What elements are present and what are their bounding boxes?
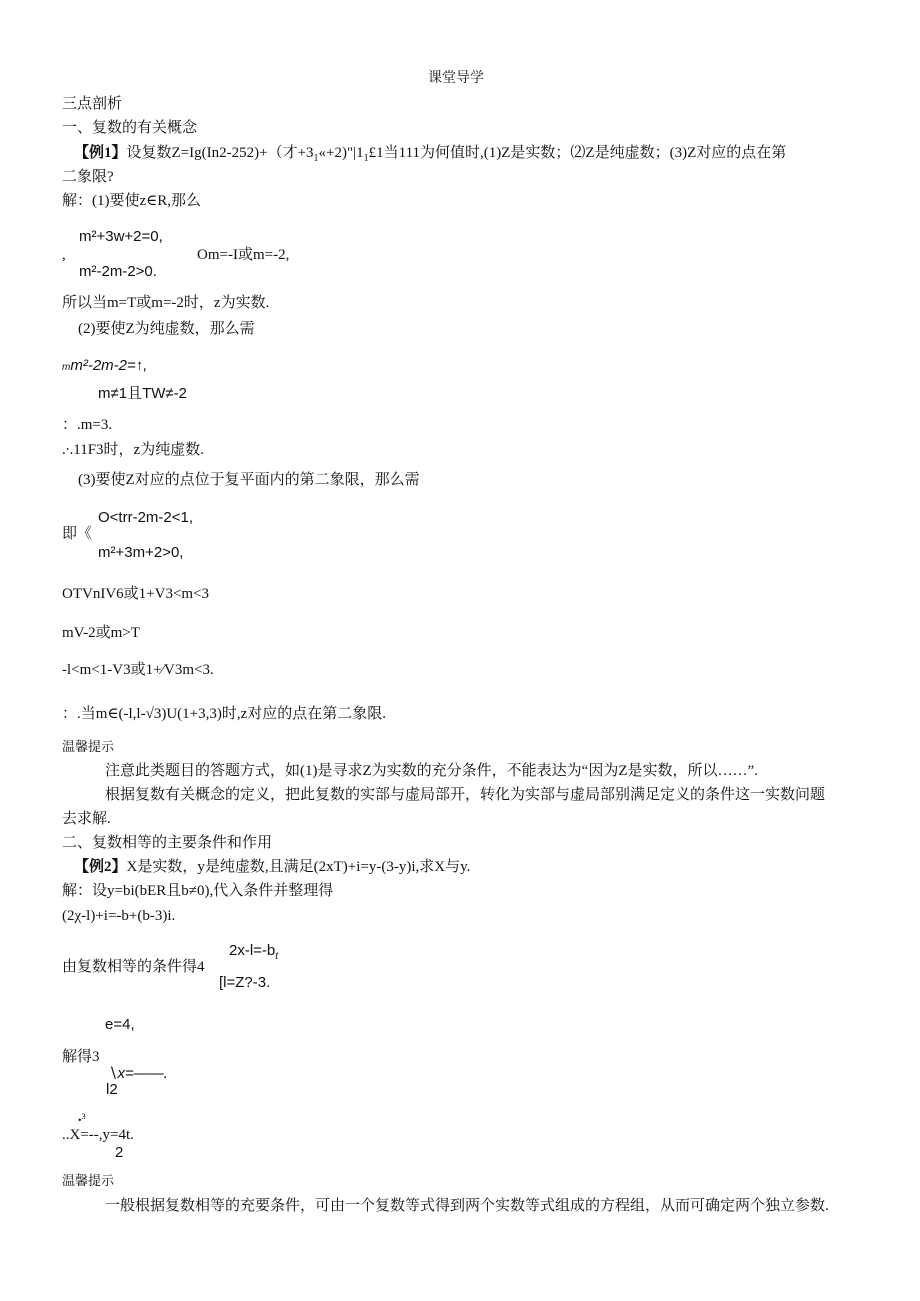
tip-1-heading: 温馨提示	[62, 739, 115, 754]
solution-2-intro: 解：设y=bi(bER且b≠0),代入条件并整理得	[62, 883, 334, 899]
x-denominator: l2	[106, 1081, 118, 1098]
tip-2-text-b: 去求解.	[62, 811, 111, 827]
equation-2a-text: m²-2m-2=↑,	[70, 357, 148, 374]
example-1-text-c: £1当111为何值时,(1)Z是实数；⑵Z是纯虚数；(3)Z对应的点在第	[368, 145, 787, 161]
section-1-heading: 一、复数的有关概念	[62, 120, 198, 136]
tip-2-text-a: 根据复数有关概念的定义，把此复数的实部与虚局部开，转化为实部与虚局部别满足定义的条件这一实数问题	[105, 787, 826, 803]
system-top	[229, 943, 278, 962]
example-1-text-b: «+2)"|1	[318, 145, 364, 161]
answer-line: ..X=--,y=4t.	[62, 1127, 134, 1143]
answer-dot-glyph: •	[78, 1115, 82, 1127]
equation-3-ji: 即《	[62, 526, 93, 542]
equation-3b: m²+3m+2>0,	[98, 544, 184, 561]
example-1-text-a: 设复数Z=Ig(In2-252)+（才+3	[126, 145, 314, 161]
system-label: 由复数相等的条件得4	[62, 959, 205, 975]
result-2: ：.m=3.	[62, 417, 113, 433]
equation-3d: mV-2或m>T	[62, 625, 140, 641]
conclusion-1: 所以当m=T或m=-2时，z为实数.	[62, 295, 270, 311]
tip-2-heading: 温馨提示	[62, 1173, 115, 1188]
equation-3e: -l<m<1-V3或1+∕V3m<3.	[62, 662, 214, 678]
answer-denominator: 2	[115, 1144, 124, 1161]
e-value: e=4,	[105, 1016, 135, 1033]
example-1-line-1	[74, 146, 786, 164]
example-1-sub-a: 1	[313, 153, 319, 164]
solution-2-eq1: (2χ-l)+i=-b+(b-3)i.	[62, 908, 176, 924]
example-1-sub-b: 1	[363, 153, 369, 164]
answer-superscript: 3	[81, 1112, 86, 1121]
equation-2a	[62, 358, 147, 373]
equation-2b: m≠1且TW≠-2	[98, 385, 187, 402]
conclusion-3: ：.当m∈(-l,l-√3)U(1+3,3)时,z对应的点在第二象限.	[62, 706, 387, 722]
system-top-sub: t	[275, 951, 279, 962]
x-equation: ∖x=——.	[108, 1065, 168, 1082]
tip-1-text: 注意此类题目的答题方式，如(1)是寻求Z为实数的充分条件，不能表达为“因为Z是实数，所以……”.	[105, 763, 758, 779]
section-title: 三点剖析	[62, 96, 123, 112]
part-2-intro: (2)要使Z为纯虚数，那么需	[78, 321, 255, 337]
tip-2-text: 一般根据复数相等的充要条件，可由一个复数等式得到两个实数等式组成的方程组，从而可确定两个独立参数.	[105, 1198, 829, 1214]
equation-3a: O<trr-2m-2<1,	[98, 509, 194, 526]
part-3-intro: (3)要使Z对应的点位于复平面内的第二象限，那么需	[78, 472, 420, 488]
example-1-line-2: 二象限?	[62, 169, 114, 185]
equation-2-prefix: m	[62, 362, 71, 373]
example-2-label: 【例2】	[74, 859, 127, 875]
system-top-text: 2x-l=-b	[229, 942, 276, 959]
answer-dot	[78, 1113, 86, 1126]
solution-1-intro: 解：(1)要使z∈R,那么	[62, 193, 202, 209]
example-2-line	[74, 860, 470, 875]
solve-label: 解得3	[62, 1049, 100, 1065]
page-title: 课堂导学	[428, 71, 484, 86]
equation-1a: m²+3w+2=0,	[79, 228, 163, 245]
conclusion-2: .∙.11F3时，z为纯虚数.	[62, 442, 204, 458]
equation-1-result: Om=-I或m=-2,	[197, 247, 290, 263]
equation-3c: OTVnIV6或1+V3<m<3	[62, 586, 210, 602]
system-bottom: [l=Z?-3.	[219, 974, 271, 991]
section-2-heading: 二、复数相等的主要条件和作用	[62, 835, 273, 851]
equation-1-comma: ,	[62, 247, 66, 263]
example-2-text: X是实数，y是纯虚数,且满足(2xT)+i=y-(3-y)i,求X与y.	[126, 859, 471, 875]
example-1-label: 【例1】	[74, 145, 127, 161]
equation-1b: m²-2m-2>0.	[79, 263, 157, 280]
